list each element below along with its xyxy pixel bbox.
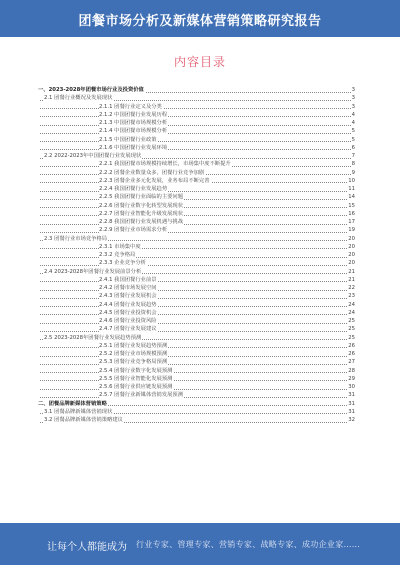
footer-slogan: 让每个人都能成为 bbox=[47, 542, 127, 553]
dot-leader bbox=[40, 281, 351, 282]
toc-entry-label: 2.1.1 团餐行业定义及分类 bbox=[99, 103, 162, 110]
toc-entry-page: 6 bbox=[351, 144, 355, 151]
toc-entry-label: 2.2.5 我国团餐行业面临的主要问题 bbox=[99, 194, 184, 201]
toc-entry-label: 2.5.4 团餐行业数字化发展预测 bbox=[99, 367, 173, 374]
toc-entry-label: 3.2 团餐品牌新媒体营销策略建议 bbox=[44, 417, 123, 423]
toc-entry-page: 3 bbox=[351, 95, 355, 102]
toc-entry-label: 2.5.3 团餐行业竞争格局预测 bbox=[99, 359, 168, 366]
toc-entry[interactable] bbox=[38, 334, 355, 342]
toc-entry-page: 26 bbox=[348, 351, 355, 357]
toc-entry-page: 27 bbox=[348, 359, 355, 366]
toc-entry[interactable] bbox=[38, 276, 355, 284]
toc-entry[interactable] bbox=[38, 309, 355, 317]
dot-leader bbox=[40, 265, 351, 266]
toc-entry[interactable] bbox=[38, 342, 355, 350]
toc-entry-label: 2.5.5 团餐行业智能化发展预测 bbox=[99, 375, 173, 382]
toc-entry[interactable] bbox=[38, 301, 355, 309]
toc-entry-page: 31 bbox=[348, 400, 355, 407]
toc-entry-label: 2.2.7 团餐行业智能化升级发展现状 bbox=[99, 210, 184, 217]
toc-entry[interactable] bbox=[38, 292, 355, 300]
toc-entry-page: 4 bbox=[351, 111, 355, 118]
toc-entry-page: 11 bbox=[348, 186, 355, 192]
toc-entry-page: 23 bbox=[348, 293, 355, 300]
toc-entry-page: 5 bbox=[351, 128, 355, 135]
toc-entry[interactable] bbox=[38, 251, 355, 259]
toc-entry-label: 2.4.7 团餐行业发展建议 bbox=[99, 326, 157, 333]
footer-tagline: 行业专家、管理专家、营销专家、战略专家、成功企业家…… bbox=[136, 540, 361, 549]
toc-entry-page: 25 bbox=[348, 334, 355, 341]
toc-entry[interactable] bbox=[38, 416, 355, 424]
toc-entry[interactable] bbox=[38, 358, 355, 366]
dot-leader bbox=[40, 133, 351, 134]
toc-entry-page: 31 bbox=[348, 408, 355, 415]
toc-entry-page: 25 bbox=[348, 318, 355, 324]
toc-entry-page: 15 bbox=[348, 202, 355, 209]
toc-entry-label: 2.4.3 团餐行业发展机会 bbox=[99, 293, 157, 300]
toc-entry-label: 2.3 团餐行业市场竞争格局 bbox=[44, 235, 108, 242]
dot-leader bbox=[40, 298, 351, 299]
toc-entry-label: 2.4.5 团餐行业投资机会 bbox=[99, 309, 157, 316]
dot-leader bbox=[40, 372, 351, 373]
toc-entry[interactable] bbox=[38, 202, 355, 210]
toc-entry[interactable] bbox=[38, 317, 355, 325]
toc-entry-page: 20 bbox=[348, 243, 355, 250]
toc-entry-page: 26 bbox=[348, 342, 355, 349]
toc-entry-label: 2.4.4 团餐行业发展趋势 bbox=[99, 301, 157, 308]
dot-leader bbox=[40, 306, 351, 307]
toc-entry[interactable] bbox=[38, 103, 355, 111]
toc-entry-label: 2.5 2023-2028年团餐行业发展趋势预测 bbox=[44, 334, 142, 341]
dot-leader bbox=[40, 108, 351, 109]
dot-leader bbox=[40, 207, 351, 208]
toc-entry-page: 16 bbox=[348, 210, 355, 217]
table-of-contents bbox=[38, 86, 355, 424]
toc-entry-label: 2.4.1 我国团餐行业前景 bbox=[99, 276, 157, 283]
dot-leader bbox=[40, 248, 351, 249]
toc-entry[interactable] bbox=[38, 383, 355, 391]
toc-entry-label: 2.2.1 我国团餐市场规模持续增长，市场集中度不断提升 bbox=[99, 161, 231, 168]
toc-entry-label: 2.3.3 企业竞争分析 bbox=[99, 260, 146, 267]
toc-entry-page: 20 bbox=[348, 260, 355, 267]
toc-entry-label: 2.2.3 团餐企业多元化发展，业务布局不断完善 bbox=[99, 177, 210, 184]
toc-entry[interactable] bbox=[38, 235, 355, 243]
toc-entry-label: 2.5.6 团餐行业供应链发展预测 bbox=[99, 384, 173, 390]
toc-entry-page: 20 bbox=[348, 252, 355, 258]
toc-entry-page: 14 bbox=[348, 194, 355, 201]
dot-leader bbox=[40, 397, 351, 398]
toc-entry[interactable] bbox=[38, 119, 355, 127]
dot-leader bbox=[40, 380, 351, 381]
toc-entry-label: 2.1.2 中国团餐行业发展历程 bbox=[99, 111, 168, 118]
toc-entry-page: 24 bbox=[348, 301, 355, 308]
toc-entry-label: 2.1.4 中国团餐市场规模分析 bbox=[99, 128, 168, 135]
dot-leader bbox=[40, 116, 351, 117]
toc-entry-label: 2.2 2022-2023年中国团餐行业发展现状 bbox=[44, 153, 142, 159]
toc-entry[interactable] bbox=[38, 127, 355, 135]
toc-entry-page: 5 bbox=[351, 136, 355, 143]
toc-entry[interactable] bbox=[38, 185, 355, 193]
dot-leader bbox=[40, 215, 351, 216]
dot-leader bbox=[40, 364, 351, 365]
toc-entry[interactable] bbox=[38, 325, 355, 333]
toc-entry[interactable] bbox=[38, 160, 355, 168]
dot-leader bbox=[40, 199, 351, 200]
toc-entry-label: 2.5.2 团餐行业市场规模预测 bbox=[99, 351, 168, 357]
toc-entry-label: 2.1.3 中国团餐市场规模分析 bbox=[99, 120, 168, 126]
toc-entry-page: 9 bbox=[351, 169, 355, 176]
toc-entry-page: 22 bbox=[348, 285, 355, 291]
dot-leader bbox=[40, 347, 351, 348]
toc-entry-page: 19 bbox=[348, 227, 355, 234]
toc-entry-label: 一、2023-2028年团餐市场行业及投资价值 bbox=[38, 87, 144, 93]
document-title: 团餐市场分析及新媒体营销策略研究报告 bbox=[78, 14, 322, 29]
toc-entry-label: 2.5.1 团餐行业发展趋势预测 bbox=[99, 342, 168, 349]
toc-entry-page: 7 bbox=[351, 153, 355, 159]
toc-entry[interactable] bbox=[38, 226, 355, 234]
toc-entry-page: 10 bbox=[348, 177, 355, 184]
dot-leader bbox=[40, 389, 351, 390]
toc-entry[interactable] bbox=[38, 350, 355, 358]
header-banner bbox=[0, 0, 400, 37]
toc-entry-label: 2.4.2 团餐市场发展空间 bbox=[99, 285, 157, 291]
toc-entry[interactable] bbox=[38, 391, 355, 399]
toc-entry-label: 2.3.1 市场集中度 bbox=[99, 243, 141, 250]
toc-entry-label: 2.1.5 中国团餐行业政策 bbox=[99, 136, 157, 143]
toc-entry[interactable] bbox=[38, 152, 355, 160]
toc-entry-label: 2.1.6 中国团餐行业发展环境 bbox=[99, 144, 168, 151]
toc-entry-label: 2.2.2 团餐企业数量众多，团餐行业竞争加剧 bbox=[99, 169, 205, 176]
toc-entry-page: 24 bbox=[348, 309, 355, 316]
toc-entry[interactable] bbox=[38, 177, 355, 185]
toc-entry-label: 2.2.9 团餐行业市场需求分析 bbox=[99, 227, 168, 234]
toc-entry[interactable] bbox=[38, 169, 355, 177]
dot-leader bbox=[40, 224, 351, 225]
toc-entry-page: 21 bbox=[348, 276, 355, 283]
toc-entry-label: 2.3.2 竞争格局 bbox=[99, 252, 136, 258]
toc-entry-page: 20 bbox=[348, 235, 355, 242]
toc-entry-label: 2.4.6 团餐行业投资风险 bbox=[99, 318, 157, 324]
toc-entry-page: 8 bbox=[351, 161, 355, 168]
toc-entry[interactable] bbox=[38, 218, 355, 226]
toc-entry[interactable] bbox=[38, 136, 355, 144]
toc-entry[interactable] bbox=[38, 259, 355, 267]
toc-entry-label: 2.4 2023-2028年团餐行业发展前景分析 bbox=[44, 268, 142, 275]
toc-entry[interactable] bbox=[38, 408, 355, 416]
toc-entry-page: 28 bbox=[348, 367, 355, 374]
toc-entry-page: 3 bbox=[351, 103, 355, 110]
dot-leader bbox=[40, 149, 351, 150]
toc-entry-label: 3.1 团餐品牌新媒体营销现状 bbox=[44, 408, 113, 415]
toc-entry-page: 3 bbox=[351, 87, 355, 93]
dot-leader bbox=[40, 290, 351, 291]
toc-entry[interactable] bbox=[38, 367, 355, 375]
toc-entry[interactable] bbox=[38, 268, 355, 276]
toc-entry-label: 2.1 团餐行业概况及发展现状 bbox=[44, 95, 113, 102]
dot-leader bbox=[40, 356, 351, 357]
dot-leader bbox=[40, 125, 351, 126]
dot-leader bbox=[40, 331, 351, 332]
toc-entry-page: 4 bbox=[351, 120, 355, 126]
toc-entry-page: 29 bbox=[348, 375, 355, 382]
toc-entry-label: 二、团餐品牌新媒体营销策略 bbox=[38, 400, 107, 407]
toc-entry[interactable] bbox=[38, 210, 355, 218]
toc-entry[interactable] bbox=[38, 144, 355, 152]
dot-leader bbox=[40, 232, 351, 233]
toc-entry[interactable] bbox=[38, 94, 355, 102]
toc-entry[interactable] bbox=[38, 86, 355, 94]
toc-entry[interactable] bbox=[38, 193, 355, 201]
toc-entry-label: 2.2.4 我国团餐行业发展趋势 bbox=[99, 186, 168, 192]
toc-entry-page: 31 bbox=[348, 392, 355, 399]
toc-heading: 内容目录 bbox=[173, 55, 226, 69]
toc-entry[interactable] bbox=[38, 111, 355, 119]
toc-entry-label: 2.2.8 我国团餐行业发展机遇与挑战 bbox=[99, 219, 184, 225]
toc-entry[interactable] bbox=[38, 243, 355, 251]
footer-banner bbox=[0, 523, 400, 565]
toc-entry[interactable] bbox=[38, 375, 355, 383]
toc-entry-page: 17 bbox=[348, 219, 355, 225]
toc-entry-page: 32 bbox=[348, 417, 355, 423]
dot-leader bbox=[40, 314, 351, 315]
toc-entry-page: 25 bbox=[348, 326, 355, 333]
dot-leader bbox=[40, 257, 351, 258]
toc-entry[interactable] bbox=[38, 400, 355, 408]
dot-leader bbox=[40, 191, 351, 192]
toc-entry-label: 2.2.6 团餐行业数字化转型发展现状 bbox=[99, 202, 184, 209]
toc-entry-page: 30 bbox=[348, 384, 355, 390]
dot-leader bbox=[40, 141, 351, 142]
toc-entry[interactable] bbox=[38, 284, 355, 292]
toc-entry-label: 2.5.7 团餐行业新媒体营销发展预测 bbox=[99, 392, 184, 399]
dot-leader bbox=[40, 323, 351, 324]
toc-entry-page: 21 bbox=[348, 268, 355, 275]
